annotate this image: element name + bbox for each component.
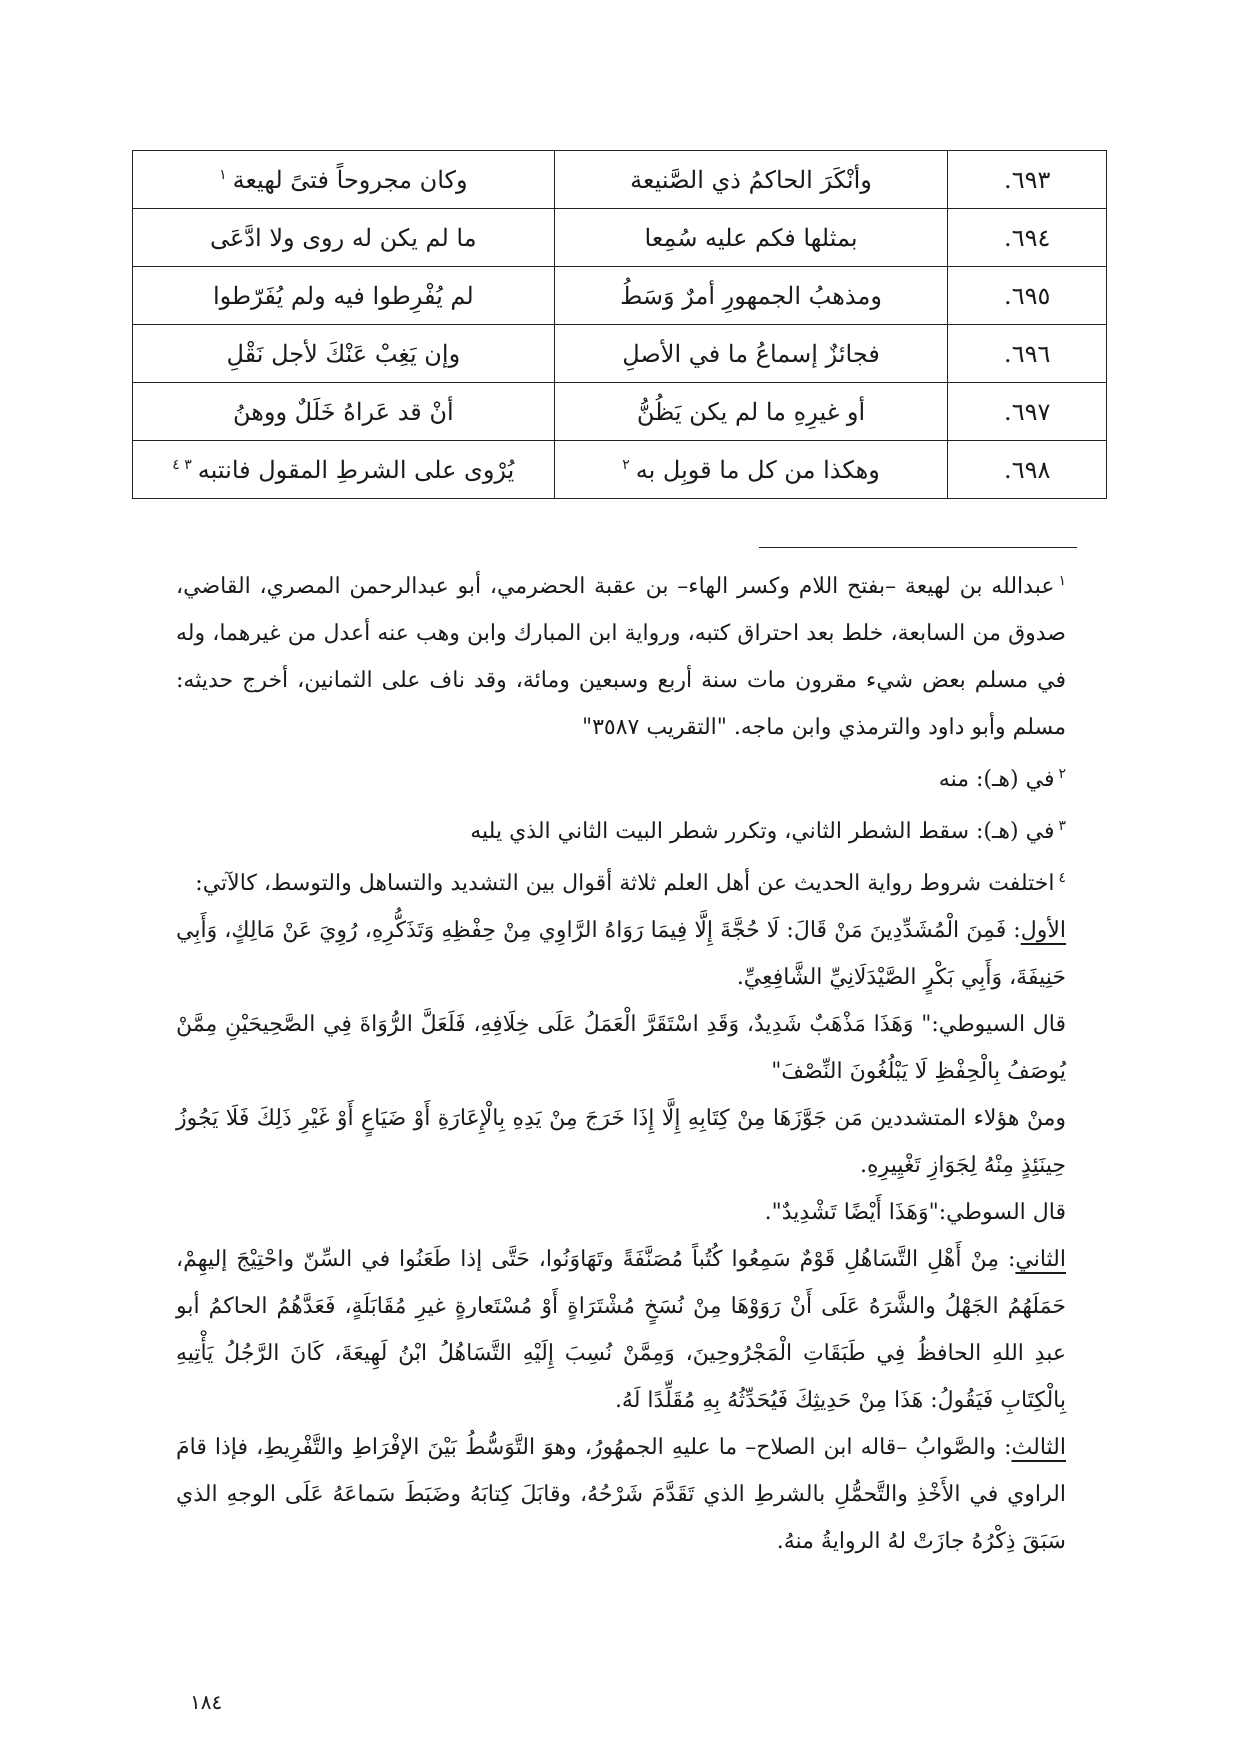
footnote-4 <box>176 855 1066 907</box>
verse-row <box>133 441 1107 499</box>
page-number: ١٨٤ <box>190 1690 223 1714</box>
verse-row <box>133 267 1107 325</box>
footnotes <box>176 558 1066 1565</box>
suti-quote: قال السوطي:"وَهَذَا أَيْضًا تَشْدِيدٌ". <box>764 1200 1066 1225</box>
verse-first-hemistich <box>554 209 948 267</box>
verse-first-hemistich <box>554 441 948 499</box>
footnote-1 <box>176 558 1066 751</box>
footnote-2-mark: ٢ <box>1058 766 1066 782</box>
verse-footnote-mark: ٣ ٤ <box>172 456 192 473</box>
verse-second-hemistich <box>133 441 555 499</box>
footnote-3-text: في (هـ): سقط الشطر الثاني، وتكرر شطر البيت الثاني الذي يليه <box>470 819 1055 844</box>
second-opinion <box>176 1236 1066 1424</box>
verse-second-hemistich <box>133 383 555 441</box>
verse-first-text: وهكذا من كل ما قوبِل به <box>635 455 880 484</box>
verse-second-hemistich <box>133 325 555 383</box>
verse-number: ٦٩٨. <box>948 441 1107 499</box>
footnote-2-text: في (هـ): منه <box>938 767 1055 792</box>
verse-number: ٦٩٥. <box>948 267 1107 325</box>
footnote-2 <box>176 751 1066 803</box>
verse-first-text: فجائزٌ إسماعُ ما في الأصلِ <box>622 339 880 368</box>
verse-footnote-mark: ٢ <box>622 456 630 473</box>
verse-second-text: لم يُفْرِطوا فيه ولم يُفَرّطوا <box>212 281 474 310</box>
verse-row <box>133 209 1107 267</box>
verse-table-body <box>133 151 1107 499</box>
third-opinion-label: الثالث <box>1011 1435 1066 1460</box>
verse-first-hemistich <box>554 267 948 325</box>
verse-first-text: وأنْكَرَ الحاكمُ ذي الصَّنيعة <box>630 165 872 194</box>
verse-row <box>133 325 1107 383</box>
footnote-3 <box>176 803 1066 855</box>
verse-second-text: يُرْوى على الشرطِ المقول فانتبه <box>197 455 515 484</box>
strict-opinion-text: ومنْ هؤلاء المتشددين مَن جَوَّزَهَا مِنْ كِتَابِهِ إِلَّا إِذَا خَرَجَ مِنْ يَدِهِ بِالْإِعَارَةِ أَوْ ضَيَاعٍ أَوْ غَيْرِ ذَلِكَ فَلَا يَجُوزُ حِينَئِذٍ مِنْهُ لِجَوَازِ تَغْيِيرِهِ. <box>176 1106 1066 1178</box>
verse-first-hemistich <box>554 151 948 209</box>
verse-first-text: بمثلها فكم عليه سُمِعا <box>644 223 858 252</box>
verse-number: ٦٩٣. <box>948 151 1107 209</box>
footnote-3-mark: ٣ <box>1058 818 1066 834</box>
verse-second-text: أنْ قد عَراهُ خَلَلٌ ووهنُ <box>232 397 454 426</box>
first-opinion-label: الأول <box>1020 918 1066 943</box>
footnote-4-mark: ٤ <box>1058 870 1066 886</box>
footnote-1-mark: ١ <box>1058 573 1066 589</box>
verse-second-hemistich <box>133 209 555 267</box>
verse-second-hemistich <box>133 151 555 209</box>
verse-first-hemistich <box>554 383 948 441</box>
verse-row <box>133 151 1107 209</box>
second-opinion-text: : مِنْ أَهْلِ التَّسَاهُلِ قَوْمٌ سَمِعُوا كُتُباً مُصَنَّفَةً وتَهَاوَنُوا، حَتَّى إذا طَعَنُوا في السِّنّ واحْتِيْجَ إليهِمْ، حَمَلَهُمُ الجَهْلُ والشَّرَهُ عَلَى أَنْ رَوَوْهَا مِنْ نُسَخٍ مُشْتَرَاةٍ أَوْ مُسْتَعارةٍ غيرِ مُقَابَلَةٍ، فَعَدَّهُمُ الحاكمُ أبو عبدِ اللهِ الحافظُ فِي طَبَقَاتِ الْمَجْرُوحِينَ، وَمِمَّنْ نُسِبَ إِلَيْهِ التَّسَاهُلُ ابْنُ لَهِيعَةَ، كَانَ الرَّجُلُ يَأْتِيهِ بِالْكِتَابِ فَيَقُولُ: هَذَا مِنْ حَدِيثِكَ فَيُحَدِّثُهُ بِهِ مُقَلِّدًا لَهُ. <box>176 1247 1066 1413</box>
third-opinion-text: : والصَّوابُ –قاله ابن الصلاح– ما عليهِ الجمهُورُ، وهوَ التَّوَسُّطُ بَيْنَ الإفْرَاطِ والتَّفْرِيطِ، فإذا قامَ الراوي في الأَخْذِ والتَّحمُّلِ بالشرطِ الذي تَقَدَّمَ شَرْحُهُ، وقابَلَ كِتابَهُ وضَبَطَ سَماعَهُ عَلَى الوجهِ الذي سَبَقَ ذِكْرُهُ جازَتْ لهُ الروايةُ منهُ. <box>176 1435 1066 1554</box>
verse-number: ٦٩٦. <box>948 325 1107 383</box>
verse-second-text: وإن يَغِبْ عَنْكَ لأجل نَقْلِ <box>226 339 461 368</box>
first-opinion-text: : فَمِنَ الْمُشَدِّدِينَ مَنْ قَالَ: لَا حُجَّةَ إِلَّا فِيمَا رَوَاهُ الرَّاوِي مِنْ حِفْظِهِ وَتَذَكُّرِهِ، رُوِيَ عَنْ مَالِكٍ، وَأَبِي حَنِيفَةَ، وَأَبِي بَكْرٍ الصَّيْدَلَانِيِّ الشَّافِعِيِّ. <box>176 918 1066 990</box>
verse-number: ٦٩٧. <box>948 383 1107 441</box>
verse-first-hemistich <box>554 325 948 383</box>
second-opinion-label: الثاني <box>1015 1247 1066 1272</box>
verse-number: ٦٩٤. <box>948 209 1107 267</box>
first-opinion <box>176 907 1066 1001</box>
footnote-separator <box>759 547 1077 548</box>
verse-table <box>132 150 1107 499</box>
verse-second-hemistich <box>133 267 555 325</box>
verse-first-text: ومذهبُ الجمهورِ أمرٌ وَسَطُ <box>620 281 882 310</box>
suyuti-quote: قال السيوطي:" وَهَذَا مَذْهَبٌ شَدِيدٌ، وَقَدِ اسْتَقَرَّ الْعَمَلُ عَلَى خِلَافِهِ، فَلَعَلَّ الرُّوَاةَ فِي الصَّحِيحَيْنِ مِمَّنْ يُوصَفُ بِالْحِفْظِ لَا يَبْلُغُونَ النِّصْفَ" <box>176 1012 1066 1084</box>
verse-first-text: أو غيرِهِ ما لم يكن يَظُنُّ <box>636 397 866 426</box>
verse-second-text: وكان مجروحاً فتىً لهيعة <box>232 165 468 194</box>
verse-row <box>133 383 1107 441</box>
footnote-4-text: اختلفت شروط رواية الحديث عن أهل العلم ثلاثة أقوال بين التشديد والتساهل والتوسط، كالآتي: <box>195 871 1055 896</box>
verse-second-text: ما لم يكن له روى ولا ادَّعَى <box>210 223 477 252</box>
third-opinion <box>176 1424 1066 1565</box>
footnote-1-text: عبدالله بن لهيعة –بفتح اللام وكسر الهاء– بن عقبة الحضرمي، أبو عبدالرحمن المصري، القاضي، صدوق من السابعة، خلط بعد احتراق كتبه، ورواية ابن المبارك وابن وهب عنه أعدل من غيرهما، وله في مسلم بعض شيء مقرون مات سنة أربع وسبعين ومائة، وقد ناف على الثمانين، أخرج حديثه: مسلم وأبو داود والترمذي وابن ماجه. "التقريب ٣٥٨٧" <box>176 574 1066 740</box>
verse-footnote-mark: ١ <box>219 166 227 183</box>
